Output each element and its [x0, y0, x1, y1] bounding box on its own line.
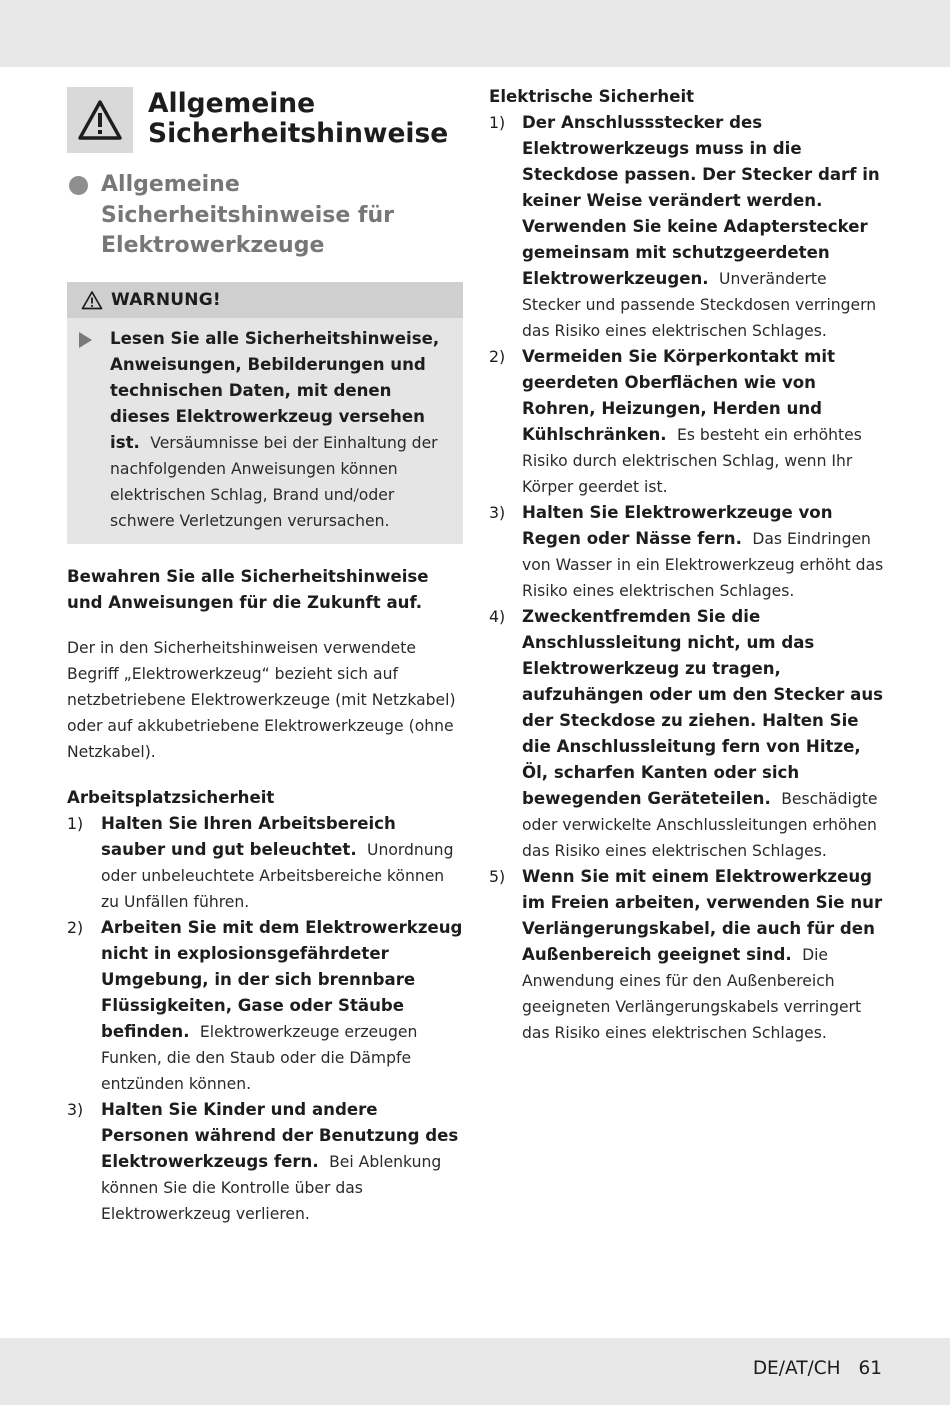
- warning-box: [67, 282, 463, 544]
- keep-notice: Bewahren Sie alle Sicherheitshinweise und Anweisungen für die Zukunft auf.: [67, 567, 429, 612]
- item-number: 1): [67, 814, 84, 833]
- circle-bullet-icon: [69, 176, 88, 195]
- page-footer: [753, 1358, 882, 1379]
- item-number: 3): [67, 1100, 84, 1119]
- electrical-list: [489, 110, 889, 1046]
- section-subtitle: Allgemeine Sicherheitshinweise für Elektrowerkzeuge: [101, 172, 395, 258]
- subtitle-block: [67, 170, 463, 266]
- footer-region: DE/AT/CH: [752, 1358, 841, 1379]
- item-bold-text: Wenn Sie mit einem Elektrowerkzeug im Freien arbeiten, verwenden Sie nur Verlängerungskabel, die auch für den Außenbereich geeignet sind.: [522, 867, 883, 964]
- list-item: [489, 864, 889, 1046]
- item-text: Das Eindringen von Wasser in ein Elektrowerkzeug erhöht das Risiko eines elektrischen Schlages.: [522, 530, 884, 600]
- item-bold-text: Der Anschlussstecker des Elektrowerkzeugs muss in die Steckdose passen. Der Stecker darf in keiner Weise verändert werden. Verwenden Sie keine Adapterstecker gemeinsam mit schutzgeerdeten Elektrowerkzeugen.: [522, 113, 880, 288]
- warning-bold-text: Lesen Sie alle Sicherheitshinweise, Anweisungen, Bebilderungen und technischen Daten, mit denen dieses Elektrowerkzeug versehen ist.: [110, 329, 440, 452]
- item-text: Die Anwendung eines für den Außenbereich geeigneten Verlängerungskabels verringert das Risiko eines elektrischen Schlages.: [522, 946, 862, 1042]
- list-item: [489, 500, 889, 604]
- item-number: 5): [489, 867, 506, 886]
- item-number: 2): [489, 347, 506, 366]
- page-number: 61: [858, 1358, 882, 1379]
- item-bold-text: Arbeiten Sie mit dem Elektrowerkzeug nicht in explosionsgefährdeter Umgebung, in der sich brennbare Flüssigkeiten, Gase oder Stäube befinden.: [101, 918, 463, 1041]
- item-text: Beschädigte oder verwickelte Anschlussleitungen erhöhen das Risiko eines elektrischen Schlages.: [522, 790, 878, 860]
- item-text: Elektrowerkzeuge erzeugen Funken, die den Staub oder die Dämpfe entzünden können.: [101, 1023, 418, 1093]
- item-text: Bei Ablenkung können Sie die Kontrolle über das Elektrowerkzeug verlieren.: [101, 1153, 442, 1223]
- right-column: [489, 84, 889, 1046]
- item-bold-text: Halten Sie Ihren Arbeitsbereich sauber und gut beleuchtet.: [101, 814, 396, 859]
- item-text: Unveränderte Stecker und passende Steckdosen verringern das Risiko eines elektrischen Schlages.: [522, 270, 877, 340]
- workplace-section: [67, 785, 463, 1227]
- warning-triangle-icon: [67, 87, 133, 153]
- title-block: [67, 86, 463, 156]
- item-text: Unordnung oder unbeleuchtete Arbeitsbereiche können zu Unfällen führen.: [101, 841, 454, 911]
- item-number: 1): [489, 113, 506, 132]
- item-bold-text: Halten Sie Kinder und andere Personen während der Benutzung des Elektrowerkzeugs fern.: [101, 1100, 459, 1171]
- list-item: [67, 915, 463, 1097]
- list-item: [67, 1097, 463, 1227]
- list-item: [489, 604, 889, 864]
- item-bold-text: Vermeiden Sie Körperkontakt mit geerdeten Oberflächen wie von Rohren, Heizungen, Herden und Kühlschränken.: [522, 347, 836, 444]
- item-number: 4): [489, 607, 506, 626]
- left-column: [67, 86, 463, 1227]
- workplace-list: [67, 811, 463, 1227]
- list-item: [67, 811, 463, 915]
- item-bold-text: Halten Sie Elektrowerkzeuge von Regen oder Nässe fern.: [522, 503, 833, 548]
- definition-paragraph: Der in den Sicherheitshinweisen verwendete Begriff „Elektrowerkzeug“ bezieht sich auf netzbetriebene Elektrowerkzeuge (mit Netzkabel) oder auf akkubetriebene Elektrowerkzeuge (ohne Netzkabel).: [67, 639, 456, 761]
- header-band: [0, 0, 950, 67]
- warning-triangle-icon: [81, 290, 103, 310]
- triangle-right-icon: [79, 332, 92, 348]
- item-number: 2): [67, 918, 84, 937]
- list-item: [489, 344, 889, 500]
- warning-body: [67, 318, 463, 544]
- item-bold-text: Zweckentfremden Sie die Anschlussleitung nicht, um das Elektrowerkzeug zu tragen, aufzuhängen oder um den Stecker aus der Steckdose zu ziehen. Halten Sie die Anschlussleitung fern von Hitze, Öl, scharfen Kanten oder sich bewegenden Geräteteilen.: [522, 607, 884, 808]
- page-title: Allgemeine Sicherheitshinweise: [148, 88, 449, 149]
- item-number: 3): [489, 503, 506, 522]
- item-text: Es besteht ein erhöhtes Risiko durch elektrischen Schlag, wenn Ihr Körper geerdet ist.: [522, 426, 862, 496]
- electrical-heading: Elektrische Sicherheit: [489, 87, 695, 106]
- workplace-heading: Arbeitsplatzsicherheit: [67, 788, 275, 807]
- warning-header: [67, 282, 463, 318]
- list-item: [489, 110, 889, 344]
- warning-text: Versäumnisse bei der Einhaltung der nachfolgenden Anweisungen können elektrischen Schlag, Brand und/oder schwere Verletzungen verursachen.: [110, 434, 438, 530]
- warning-label: WARNUNG!: [111, 290, 221, 310]
